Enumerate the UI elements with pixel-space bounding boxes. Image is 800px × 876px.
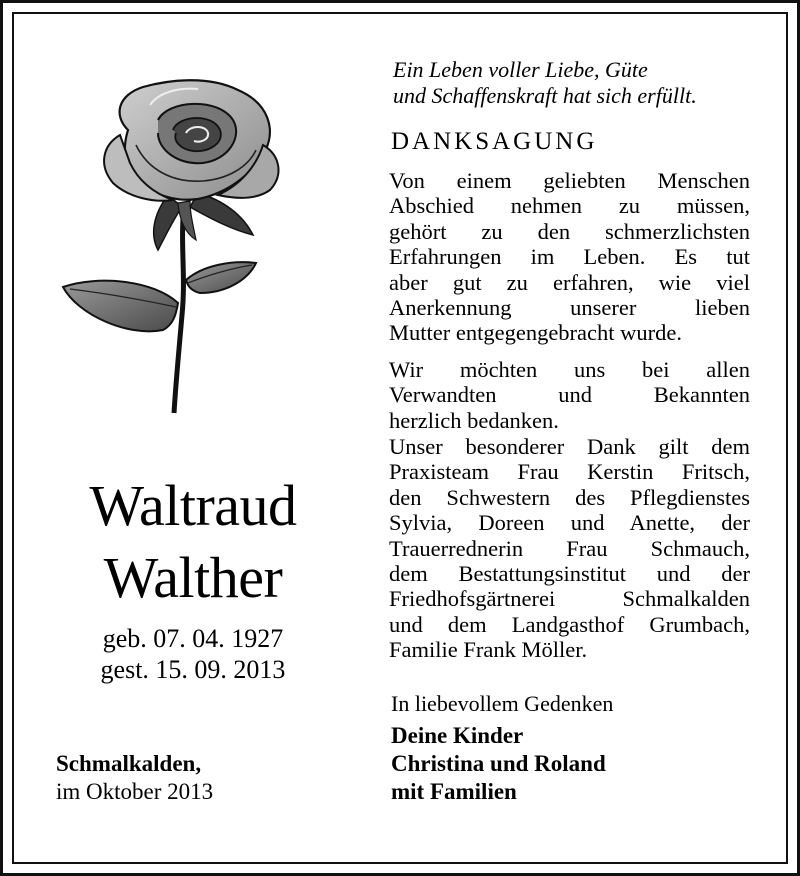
death-date: gest. 15. 09. 2013	[100, 655, 286, 684]
signer-line: Deine Kinder	[391, 723, 524, 748]
heading-danksagung: DANKSAGUNG	[391, 128, 598, 155]
text-line: Abschied nehmen zu müssen,	[389, 193, 750, 219]
signer-line: mit Familien	[391, 779, 517, 804]
deceased-last-name: Walther	[103, 545, 283, 610]
signers	[391, 722, 606, 806]
paragraph-3	[389, 434, 750, 663]
text-line: Erfahrungen im Leben. Es tut	[389, 244, 750, 270]
text-line: aber gut zu erfahren, wie viel	[389, 269, 750, 295]
closing-line: In liebevollem Gedenken	[391, 691, 614, 716]
deceased-first-name: Waltraud	[89, 473, 297, 538]
motto-line: und Schaffenskraft hat sich erfüllt.	[393, 83, 697, 108]
text-line: Praxisteam Frau Kerstin Fritsch,	[389, 459, 750, 485]
place-name: Schmalkalden,	[56, 751, 202, 776]
text-line: Friedhofsgärtnerei Schmalkalden	[389, 586, 750, 612]
text-line: dem Bestattungsinstitut und der	[389, 560, 750, 586]
text-line: Von einem geliebten Menschen	[389, 168, 750, 193]
signer-line: Christina und Roland	[391, 751, 606, 776]
text-line: Wir möchten uns bei allen	[389, 357, 750, 382]
text-line: Anerkennung unserer lieben	[389, 294, 750, 320]
text-line: Familie Frank Möller.	[389, 637, 588, 663]
rose-icon	[58, 75, 288, 420]
birth-date: geb. 07. 04. 1927	[102, 624, 284, 653]
motto-line: Ein Leben voller Liebe, Güte	[393, 57, 648, 82]
text-line: Trauerrednerin Frau Schmauch,	[389, 535, 750, 561]
text-line: und dem Landgasthof Grumbach,	[389, 611, 750, 637]
text-line: herzlich bedanken.	[389, 407, 559, 433]
text-line: den Schwestern des Pflegdienstes	[389, 484, 750, 510]
paragraph-1	[389, 168, 750, 346]
notice-month: im Oktober 2013	[56, 779, 214, 804]
paragraph-2	[389, 357, 750, 433]
text-line: Verwandten und Bekannten	[389, 382, 750, 408]
text-line: gehört zu den schmerzlichsten	[389, 218, 750, 244]
text-line: Unser besonderer Dank gilt dem	[389, 434, 750, 459]
text-line: Sylvia, Doreen und Anette, der	[389, 510, 750, 536]
motto	[393, 57, 753, 109]
text-line: Mutter entgegengebracht wurde.	[389, 320, 683, 346]
